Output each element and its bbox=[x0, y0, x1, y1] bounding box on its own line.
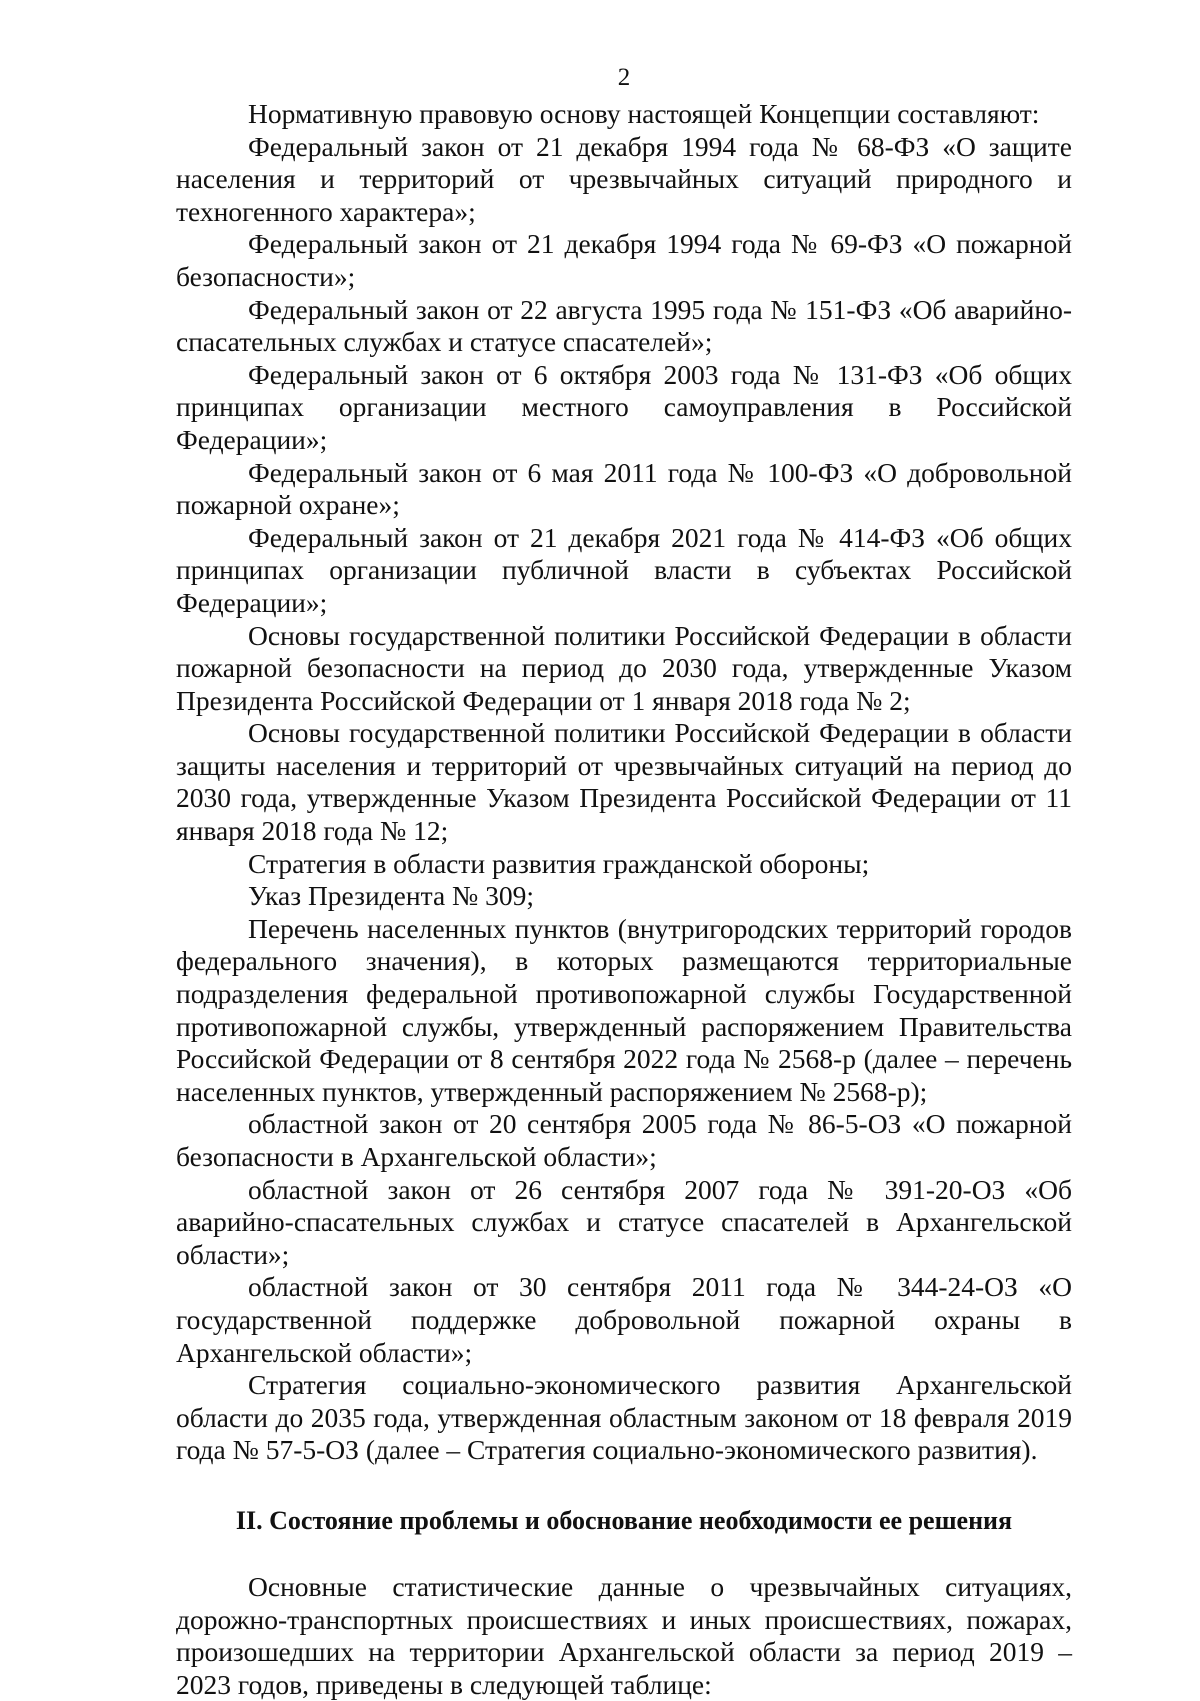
paragraph: областной закон от 26 сентября 2007 года № 391-20-ОЗ «Об аварийно-спасательных службах и статусе спасателей в Архангельской области»; bbox=[176, 1173, 1072, 1270]
paragraph: Нормативную правовую основу настоящей Концепции составляют: bbox=[248, 98, 1040, 129]
paragraph: областной закон от 20 сентября 2005 года № 86-5-ОЗ «О пожарной безопасности в Архангельской области»; bbox=[176, 1108, 1072, 1172]
paragraph: Федеральный закон от 21 декабря 1994 года № 69-ФЗ «О пожарной безопасности»; bbox=[176, 228, 1072, 292]
paragraph: областной закон от 30 сентября 2011 года № 344-24-ОЗ «О государственной поддержке добровольной пожарной охраны в Архангельской области»; bbox=[176, 1271, 1072, 1368]
paragraph: Федеральный закон от 22 августа 1995 года № 151-ФЗ «Об аварийно-спасательных службах и статусе спасателей»; bbox=[176, 293, 1072, 358]
paragraph: Основные статистические данные о чрезвычайных ситуациях, дорожно-транспортных происшествиях и иных происшествиях, пожарах, произошедших на территории Архангельской области за период 2019 – 2023 годов, приведены в следующей таблице: bbox=[176, 1570, 1072, 1700]
paragraph: Основы государственной политики Российской Федерации в области защиты населения и территорий от чрезвычайных ситуаций на период до 2030 года, утвержденные Указом Президента Российской Федерации от 11 января 2018 года № 12; bbox=[176, 717, 1072, 847]
paragraph: Указ Президента № 309; bbox=[248, 880, 535, 912]
paragraph: Федеральный закон от 21 декабря 1994 года № 68-ФЗ «О защите населения и территорий от чрезвычайных ситуаций природного и техногенного характера»; bbox=[176, 130, 1072, 227]
paragraph: Основы государственной политики Российской Федерации в области пожарной безопасности на период до 2030 года, утвержденные Указом Президента Российской Федерации от 1 января 2018 года № 2; bbox=[176, 619, 1072, 716]
paragraph: Федеральный закон от 6 мая 2011 года № 100-ФЗ «О добровольной пожарной охране»; bbox=[176, 456, 1072, 521]
paragraph: Федеральный закон от 21 декабря 2021 года № 414-ФЗ «Об общих принципах организации публичной власти в субъектах Российской Федерации»; bbox=[176, 521, 1072, 618]
paragraph: Стратегия в области развития гражданской обороны; bbox=[248, 847, 870, 879]
legal-basis-list bbox=[176, 98, 1072, 1467]
paragraph: Стратегия социально-экономического развития Архангельской области до 2035 года, утвержденная областным законом от 18 февраля 2019 года № 57-5-ОЗ (далее – Стратегия социально-экономического развития). bbox=[176, 1369, 1072, 1466]
section-heading: II. Состояние проблемы и обоснование необходимости ее решения bbox=[235, 1505, 1013, 1535]
paragraph: Федеральный закон от 6 октября 2003 года № 131-ФЗ «Об общих принципах организации местного самоуправления в Российской Федерации»; bbox=[176, 358, 1072, 455]
section-body bbox=[176, 1571, 1072, 1701]
page-number: 2 bbox=[617, 64, 631, 91]
paragraph: Перечень населенных пунктов (внутригородских территорий городов федерального значения), в которых размещаются территориальные подразделения федеральной противопожарной службы Государственной противопожарной службы, утвержденный распоряжением Правительства Российской Федерации от 8 сентября 2022 года № 2568-р (далее – перечень населенных пунктов, утвержденный распоряжением № 2568-р); bbox=[176, 912, 1072, 1107]
